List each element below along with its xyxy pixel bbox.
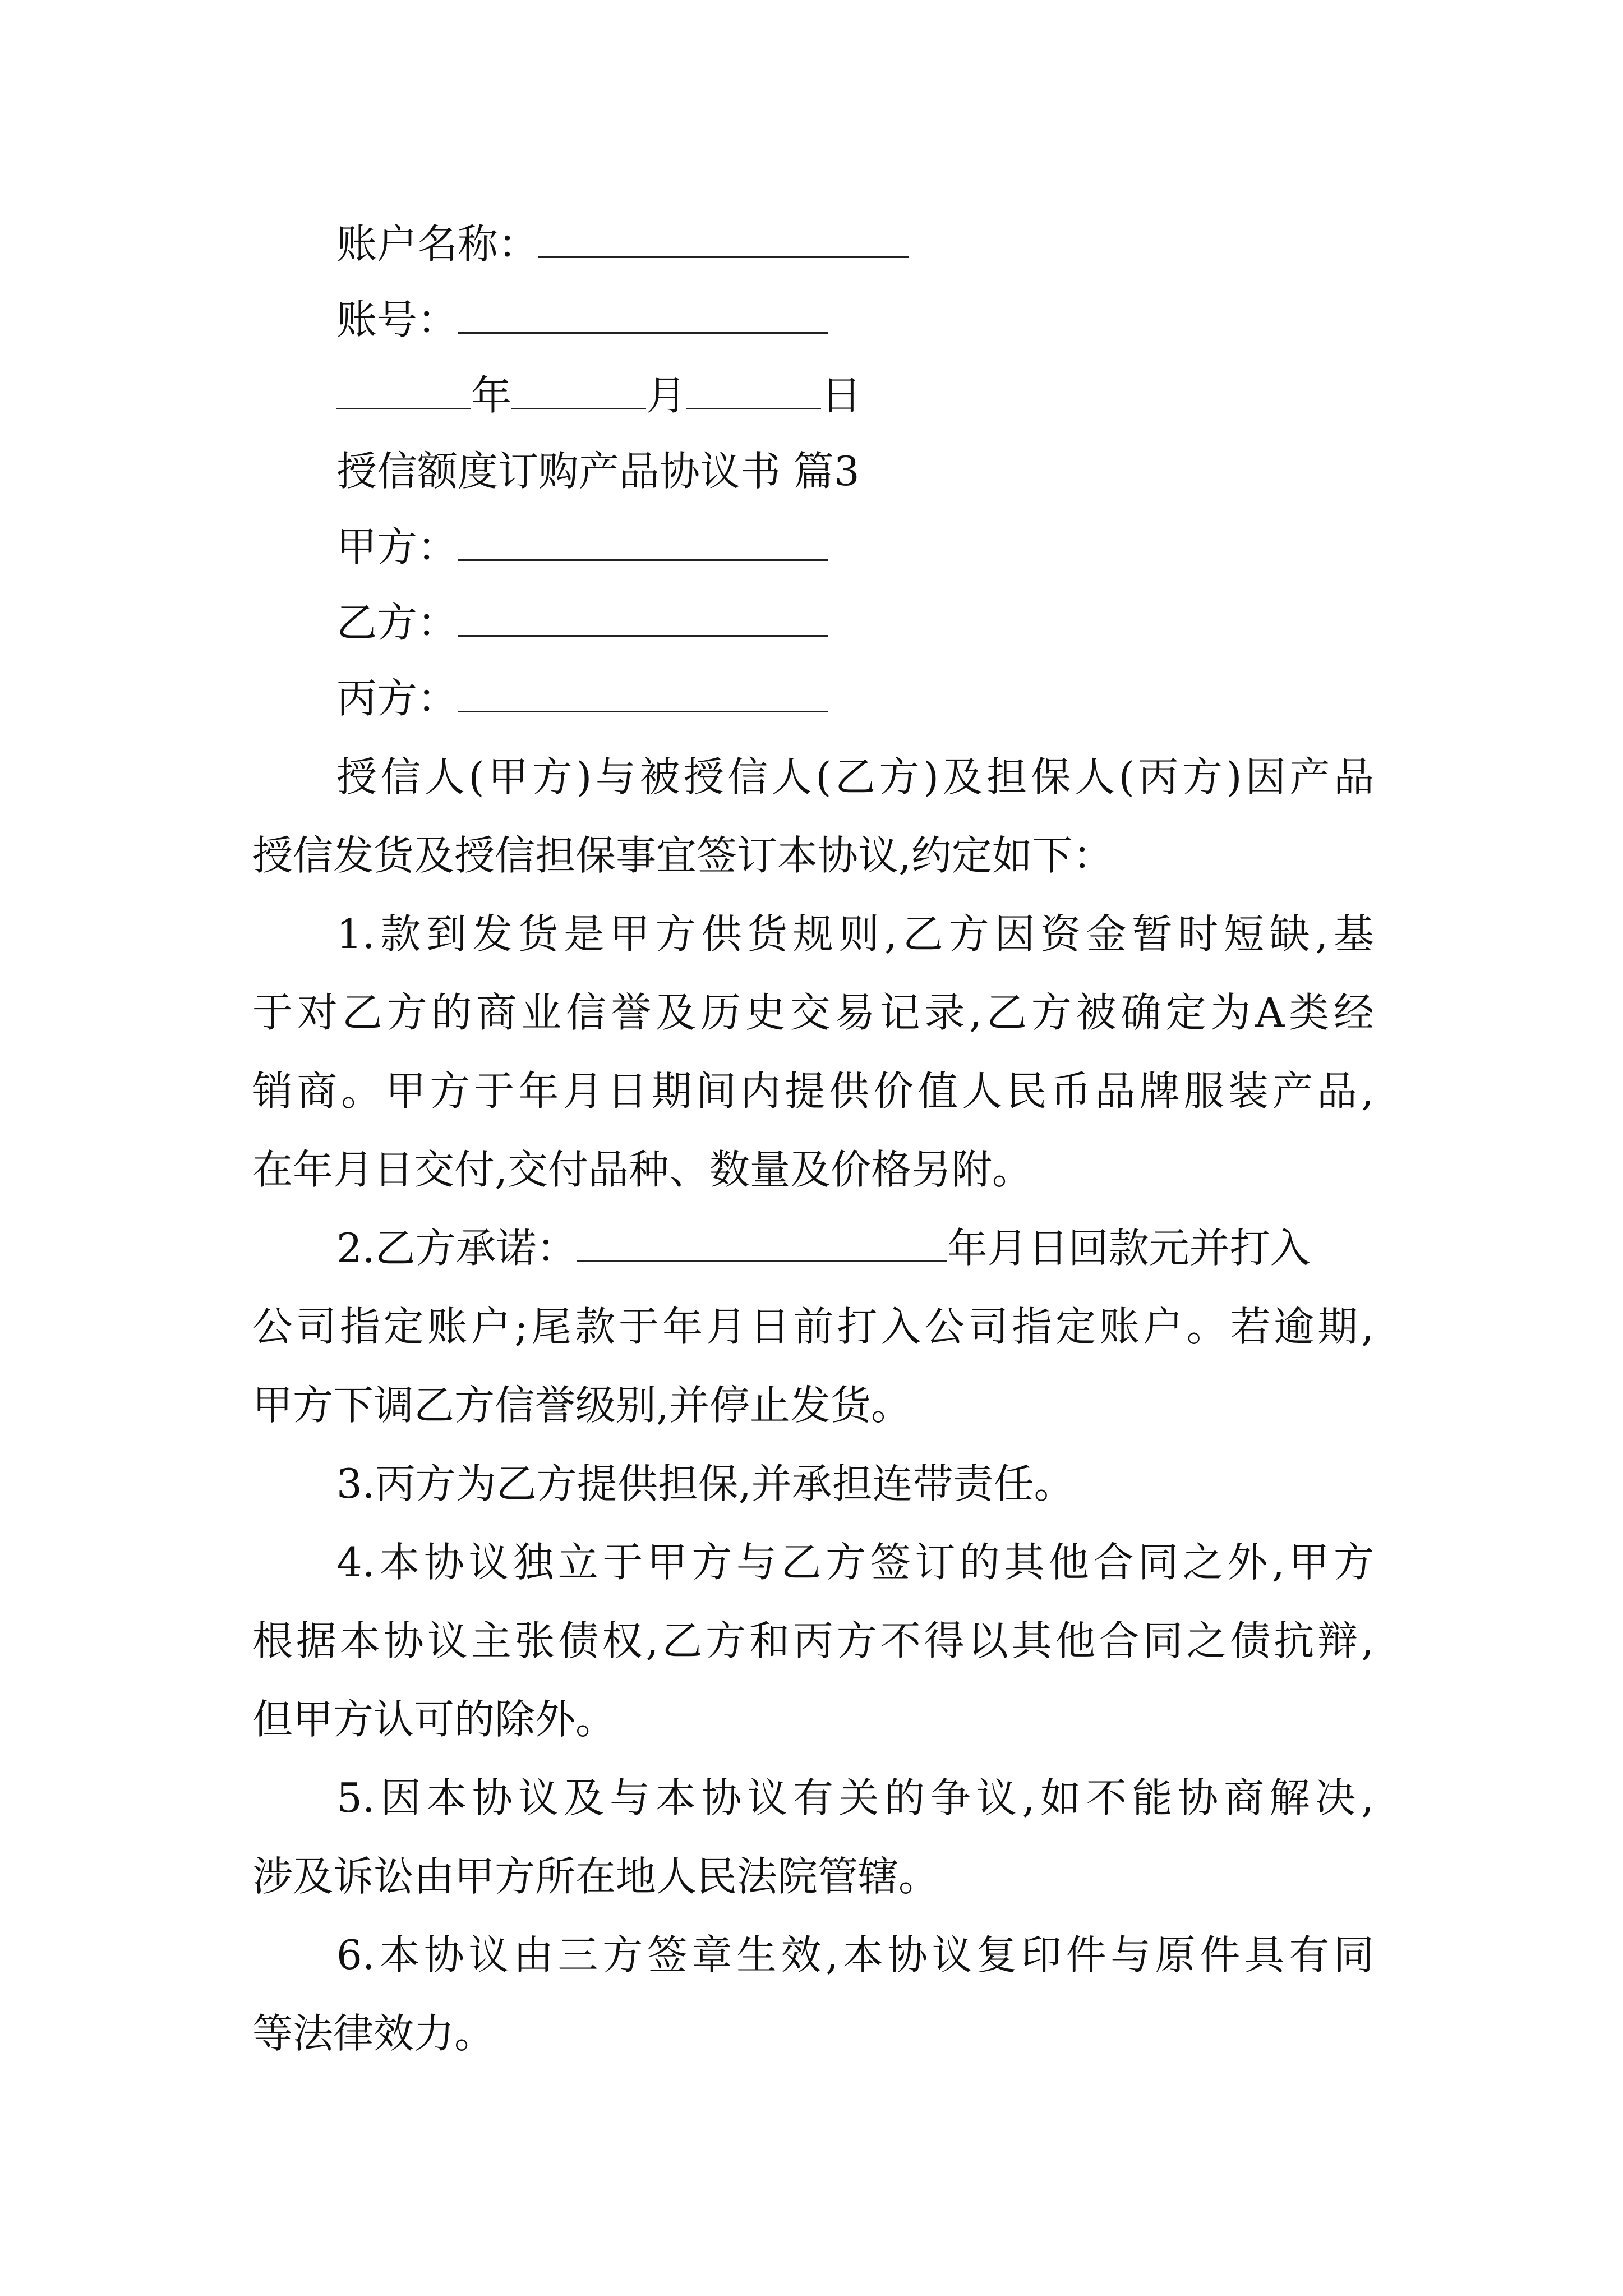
clause-2-blank: [577, 1226, 947, 1262]
clause-1-line-2: 于对乙方的商业信誉及历史交易记录,乙方被确定为A类经: [252, 989, 1374, 1036]
clause-2-suffix: 年月日回款元并打入: [947, 1225, 1311, 1272]
clause-6-line-1: 6.本协议由三方签章生效,本协议复印件与原件具有同: [336, 1931, 1374, 1978]
day-label: 日: [821, 372, 862, 419]
month-blank: [511, 373, 646, 409]
account-name-label: 账户名称：: [336, 220, 539, 268]
clause-2-line-1: [336, 1220, 1311, 1276]
party-c-blank: [458, 676, 828, 712]
clause-1-line-1: 1.款到发货是甲方供货规则,乙方因资金暂时短缺,基: [336, 910, 1374, 958]
party-c-label: 丙方：: [336, 675, 458, 722]
account-number-label: 账号：: [336, 296, 458, 343]
year-blank: [336, 373, 471, 409]
account-number-row: [336, 292, 828, 348]
party-b-label: 乙方：: [336, 599, 458, 646]
clause-4-line-3: 但甲方认可的除外。: [252, 1696, 616, 1743]
year-label: 年: [471, 372, 512, 419]
clause-4-line-2: 根据本协议主张债权,乙方和丙方不得以其他合同之债抗辩,: [252, 1617, 1374, 1664]
clause-5-line-1: 5.因本协议及与本协议有关的争议,如不能协商解决,: [336, 1774, 1374, 1821]
party-a-row: [336, 519, 828, 575]
party-c-row: [336, 670, 828, 726]
clause-1-line-4: 在年月日交付,交付品种、数量及价格另附。: [252, 1146, 1032, 1193]
account-name-row: [336, 216, 909, 272]
party-a-blank: [458, 524, 828, 561]
intro-line-1: 授信人(甲方)与被授信人(乙方)及担保人(丙方)因产品: [336, 753, 1374, 800]
month-label: 月: [646, 372, 687, 419]
clause-4-line-1: 4.本协议独立于甲方与乙方签订的其他合同之外,甲方: [336, 1539, 1374, 1586]
party-b-blank: [458, 600, 828, 637]
party-b-row: [336, 595, 828, 651]
date-row: [336, 367, 861, 424]
clause-2-line-2: 公司指定账户;尾款于年月日前打入公司指定账户。若逾期,: [252, 1303, 1374, 1350]
document-heading: 授信额度订购产品协议书 篇3: [336, 448, 860, 495]
account-number-blank: [458, 297, 828, 334]
clause-1-line-3: 销商。甲方于年月日期间内提供价值人民币品牌服装产品,: [252, 1068, 1374, 1115]
account-name-blank: [538, 222, 909, 258]
clause-2-line-3: 甲方下调乙方信誉级别,并停止发货。: [252, 1382, 911, 1429]
clause-3-line-1: 3.丙方为乙方提供担保,并承担连带责任。: [336, 1460, 1075, 1507]
intro-line-2: 授信发货及授信担保事宜签订本协议,约定如下：: [252, 832, 1113, 879]
clause-6-line-2: 等法律效力。: [252, 2010, 495, 2057]
clause-2-prefix: 2.乙方承诺：: [336, 1225, 577, 1272]
party-a-label: 甲方：: [336, 523, 458, 570]
day-blank: [686, 373, 821, 409]
clause-5-line-2: 涉及诉讼由甲方所在地人民法院管辖。: [252, 1853, 939, 1900]
